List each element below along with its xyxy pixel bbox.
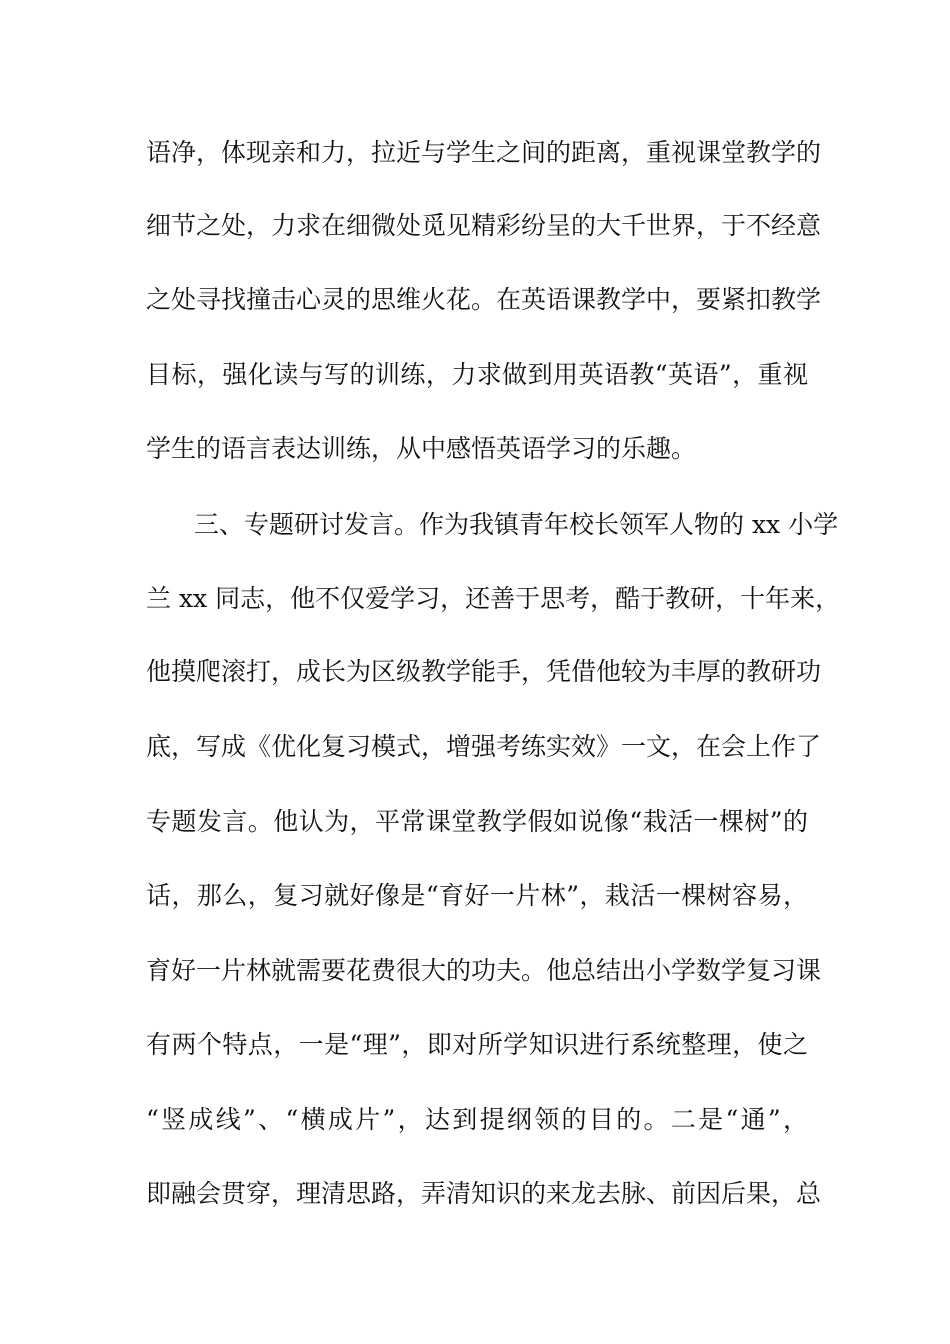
paragraph-line: 有两个特点，一是“理”，即对所学知识进行系统整理，使之 [146, 1030, 808, 1059]
paragraph-line: 目标，强化读与写的训练，力求做到用英语教“英语”，重视 [146, 360, 808, 389]
paragraph-line: 话，那么，复习就好像是“育好一片林”，栽活一棵树容易， [146, 881, 808, 910]
paragraph-line: 底，写成《优化复习模式，增强考练实效》一文，在会上作了 [146, 732, 822, 761]
paragraph-line: 学生的语言表达训练，从中感悟英语学习的乐趣。 [146, 434, 697, 463]
paragraph-line: 即融会贯穿，理清思路，弄清知识的来龙去脉、前因后果，总 [146, 1179, 822, 1208]
paragraph-line: 细节之处，力求在细微处觅见精彩纷呈的大千世界，于不经意 [146, 211, 822, 240]
paragraph-line: 他摸爬滚打，成长为区级教学能手，凭借他较为丰厚的教研功 [146, 657, 822, 686]
paragraph-line: 三、专题研讨发言。作为我镇青年校长领军人物的 xx 小学 [194, 510, 839, 539]
paragraph-line: 之处寻找撞击心灵的思维火花。在英语课教学中，要紧扣教学 [146, 285, 822, 314]
paragraph-line: 兰 xx 同志，他不仅爱学习，还善于思考，酷于教研，十年来， [146, 584, 841, 613]
paragraph-line: “竖成线”、“横成片”，达到提纲领的目的。二是“通”， [146, 1105, 808, 1134]
paragraph-line: 育好一片林就需要花费很大的功夫。他总结出小学数学复习课 [146, 956, 822, 985]
paragraph-line: 语净，体现亲和力，拉近与学生之间的距离，重视课堂教学的 [146, 138, 822, 167]
paragraph-line: 专题发言。他认为，平常课堂教学假如说像“栽活一棵树”的 [146, 807, 808, 836]
